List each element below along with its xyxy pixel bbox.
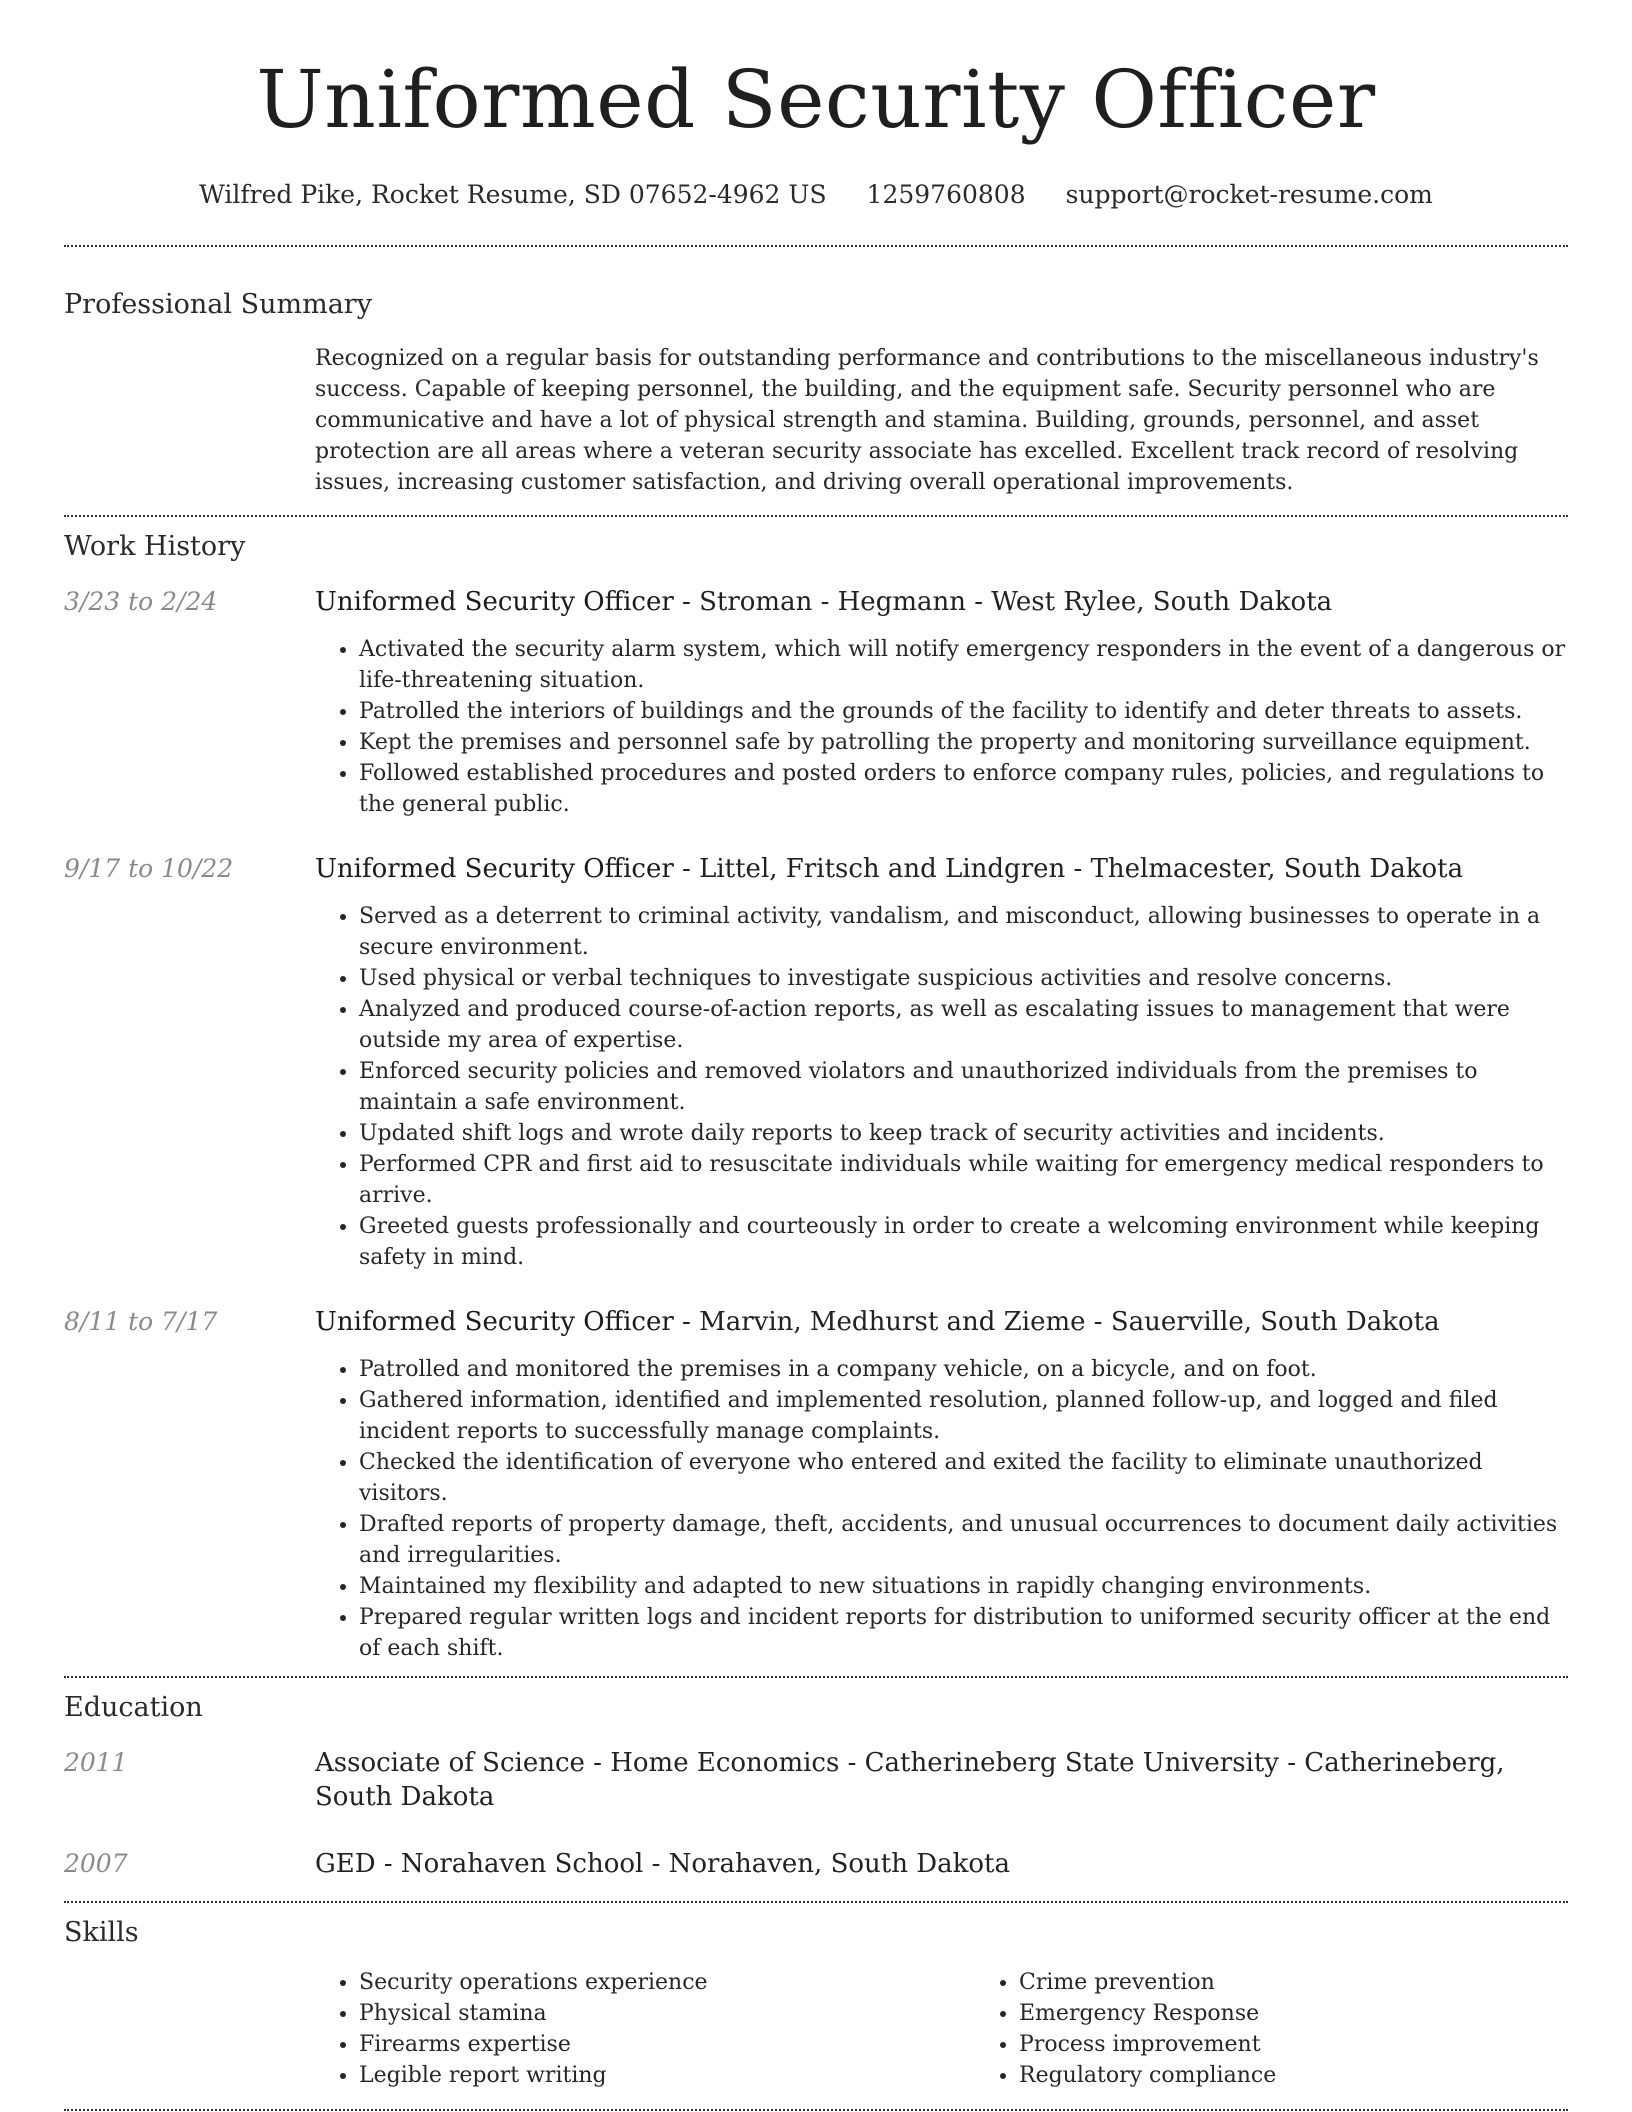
section-title-work: Work History	[64, 531, 246, 562]
divider	[64, 2109, 1568, 2111]
education-year: 2007	[64, 1849, 128, 1878]
job-heading	[315, 852, 1568, 886]
job-bullet: • Patrolled the interiors of buildings and the grounds of the facility to identify and deter threats to assets.	[359, 696, 1568, 727]
job-bullet: • Patrolled and monitored the premises in a company vehicle, on a bicycle, and on foot.	[359, 1354, 1568, 1385]
job-bullet: • Checked the identification of everyone who entered and exited the facility to eliminate unauthorized visitors.	[359, 1447, 1568, 1509]
summary-row	[64, 343, 1568, 498]
job-content	[315, 585, 1568, 820]
job-bullet: • Drafted reports of property damage, theft, accidents, and unusual occurrences to document daily activities and irregularities.	[359, 1509, 1568, 1571]
job-entry	[64, 852, 1568, 1273]
job-bullet: • Prepared regular written logs and incident reports for distribution to uniformed security officer at the end of each shift.	[359, 1602, 1568, 1664]
job-content	[315, 852, 1568, 1273]
skill-item: • Crime prevention	[1019, 1967, 1632, 1998]
job-dates: 9/17 to 10/22	[64, 854, 234, 883]
divider	[64, 245, 1568, 247]
job-employer: - Littel, Fritsch and Lindgren - Thelmacester, South Dakota	[673, 854, 1464, 884]
job-dates: 3/23 to 2/24	[64, 587, 218, 616]
skills-column-right	[975, 1967, 1632, 2091]
skill-item: • Legible report writing	[359, 2060, 975, 2091]
job-bullet: • Activated the security alarm system, which will notify emergency responders in the event of a dangerous or life-threatening situation.	[359, 634, 1568, 696]
education-year: 2011	[64, 1748, 128, 1777]
job-employer: - Marvin, Medhurst and Zieme - Sauerville, South Dakota	[673, 1307, 1440, 1337]
job-entry	[64, 585, 1568, 820]
section-title-summary: Professional Summary	[64, 289, 372, 320]
skill-item: • Firearms expertise	[359, 2029, 975, 2060]
contact-line	[64, 178, 1568, 212]
job-bullet: • Used physical or verbal techniques to investigate suspicious activities and resolve concerns.	[359, 963, 1568, 994]
job-bullets	[315, 1354, 1568, 1664]
education-heading	[315, 1746, 1568, 1814]
education-degree: GED	[315, 1849, 376, 1879]
job-bullets	[315, 634, 1568, 820]
education-entry	[64, 1746, 1568, 1814]
contact-email[interactable]: support@rocket-resume.com	[1065, 180, 1433, 209]
job-bullet: • Greeted guests professionally and courteously in order to create a welcoming environment while keeping safety in mind.	[359, 1211, 1568, 1273]
divider	[64, 1901, 1568, 1903]
skills-row	[64, 1967, 1568, 2091]
job-bullets	[315, 901, 1568, 1273]
education-degree: Associate of Science - Home Economics	[315, 1748, 840, 1778]
education-heading	[315, 1847, 1568, 1881]
job-heading	[315, 585, 1568, 619]
skill-item: • Physical stamina	[359, 1998, 975, 2029]
education-school: - Catherineberg State University - Catherineberg, South Dakota	[315, 1748, 1505, 1812]
job-bullet: • Performed CPR and first aid to resuscitate individuals while waiting for emergency medical responders to arrive.	[359, 1149, 1568, 1211]
job-position: Uniformed Security Officer	[315, 587, 674, 617]
job-bullet: • Served as a deterrent to criminal activity, vandalism, and misconduct, allowing businesses to operate in a secure environment.	[359, 901, 1568, 963]
section-title-skills: Skills	[64, 1917, 139, 1948]
divider	[64, 1676, 1568, 1678]
job-bullet: • Kept the premises and personnel safe by patrolling the property and monitoring surveillance equipment.	[359, 727, 1568, 758]
education-entry	[64, 1847, 1568, 1881]
education-school: - Norahaven School - Norahaven, South Dakota	[375, 1849, 1010, 1879]
job-bullet: • Maintained my flexibility and adapted to new situations in rapidly changing environments.	[359, 1571, 1568, 1602]
summary-spacer	[64, 343, 315, 498]
job-heading	[315, 1305, 1568, 1339]
job-position: Uniformed Security Officer	[315, 854, 674, 884]
skills-column-left	[315, 1967, 975, 2091]
skill-item: • Process improvement	[1019, 2029, 1632, 2060]
job-entry	[64, 1305, 1568, 1664]
skills-list	[315, 1967, 1632, 2091]
job-content	[315, 1305, 1568, 1664]
resume-name: Uniformed Security Officer	[256, 53, 1376, 146]
skills-spacer	[64, 1967, 315, 2091]
divider	[64, 515, 1568, 517]
job-bullet: • Analyzed and produced course-of-action reports, as well as escalating issues to management that were outside my area of expertise.	[359, 994, 1568, 1056]
job-position: Uniformed Security Officer	[315, 1307, 674, 1337]
job-bullet: • Gathered information, identified and implemented resolution, planned follow-up, and logged and filed incident reports to successfully manage complaints.	[359, 1385, 1568, 1447]
contact-address: Wilfred Pike, Rocket Resume, SD 07652-4962 US	[199, 180, 827, 209]
job-bullet: • Updated shift logs and wrote daily reports to keep track of security activities and incidents.	[359, 1118, 1568, 1149]
skill-item: • Regulatory compliance	[1019, 2060, 1632, 2091]
job-employer: - Stroman - Hegmann - West Rylee, South Dakota	[673, 587, 1333, 617]
section-title-education: Education	[64, 1692, 203, 1723]
contact-phone: 1259760808	[866, 180, 1026, 209]
skill-item: • Security operations experience	[359, 1967, 975, 1998]
skill-item: • Emergency Response	[1019, 1998, 1632, 2029]
job-bullet: • Followed established procedures and posted orders to enforce company rules, policies, and regulations to the general public.	[359, 758, 1568, 820]
job-dates: 8/11 to 7/17	[64, 1307, 218, 1336]
job-bullet: • Enforced security policies and removed violators and unauthorized individuals from the premises to maintain a safe environment.	[359, 1056, 1568, 1118]
summary-text: Recognized on a regular basis for outstanding performance and contributions to the miscellaneous industry's success. Capable of keeping personnel, the building, and the equipment safe. Security personnel who are communicative and have a lot of physical strength and stamina. Building, grounds, personnel, and asset protection are all areas where a veteran security associate has excelled. Excellent track record of resolving issues, increasing customer satisfaction, and driving overall operational improvements.	[315, 346, 1539, 495]
